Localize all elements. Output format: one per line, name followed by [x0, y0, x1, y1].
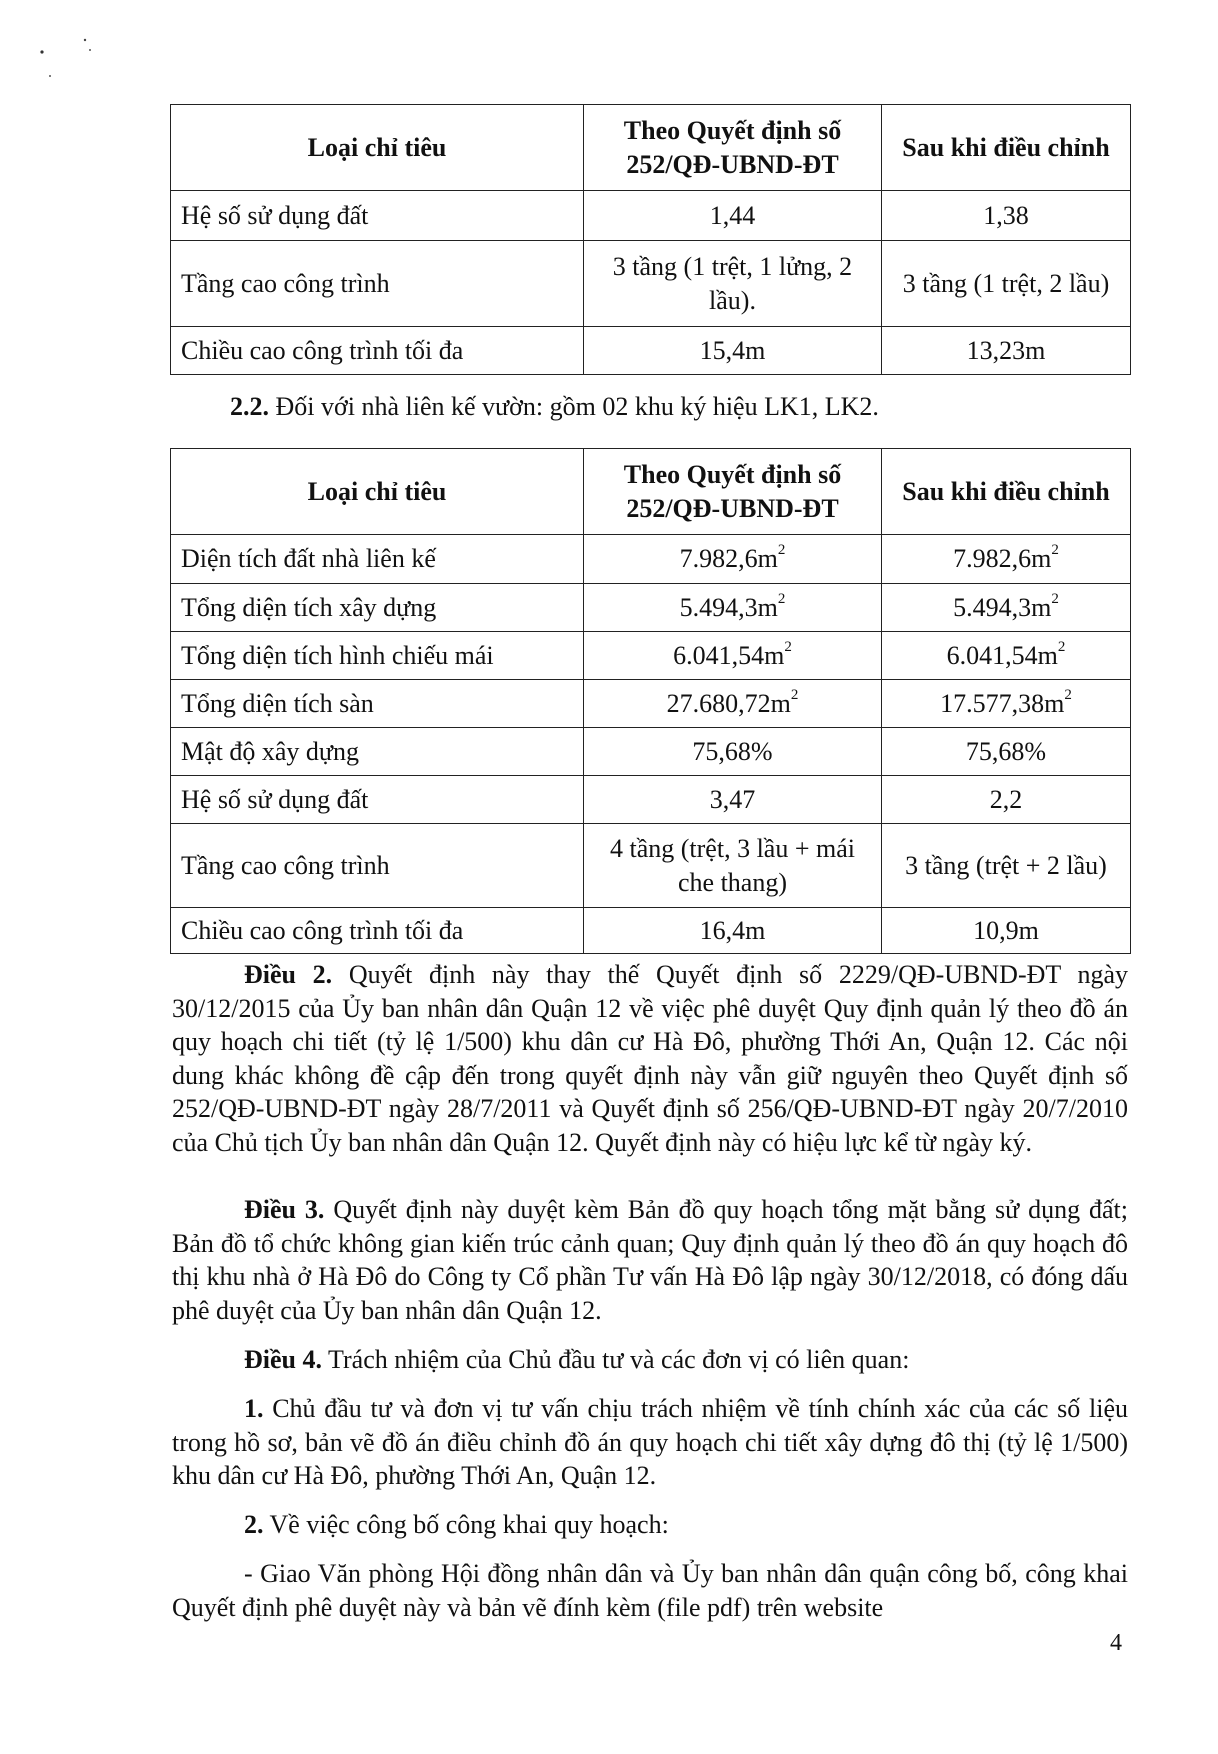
section-text: Đối với nhà liên kế vườn: gồm 02 khu ký hiệu LK1, LK2.: [269, 392, 879, 421]
table-indicators-2: [170, 448, 1131, 954]
row-before: $6.041,54m^2$: [584, 632, 882, 680]
row-before: 4 tầng (trệt, 3 lầu + mái che thang): [584, 824, 882, 908]
row-before: 15,4m: [584, 327, 882, 375]
row-label: Hệ số sử dụng đất: [171, 776, 584, 824]
row-before: 1,44: [584, 191, 882, 241]
item-1-paragraph: [172, 1392, 1128, 1493]
row-before: $27.680,72m^2$: [584, 680, 882, 728]
table-row: [171, 728, 1131, 776]
item-2-paragraph: [172, 1508, 1128, 1542]
table-row: [171, 191, 1131, 241]
dieu-4-text: Trách nhiệm của Chủ đầu tư và các đơn vị có liên quan:: [322, 1345, 910, 1374]
header-sau-dieu-chinh: Sau khi điều chỉnh: [882, 449, 1131, 535]
page-number: 4: [1110, 1630, 1122, 1656]
row-after: 2,2: [882, 776, 1131, 824]
scan-specks: [30, 28, 100, 88]
row-after: $5.494,3m^2$: [882, 584, 1131, 632]
row-label: Chiều cao công trình tối đa: [171, 908, 584, 954]
row-label: Tổng diện tích hình chiếu mái: [171, 632, 584, 680]
dieu-2-heading: Điều 2.: [244, 960, 333, 989]
row-after: 13,23m: [882, 327, 1131, 375]
table-header-row: [171, 105, 1131, 191]
table-row: [171, 680, 1131, 728]
header-theo-quyet-dinh: Theo Quyết định số 252/QĐ-UBND-ĐT: [584, 449, 882, 535]
item-2-text: Về việc công bố công khai quy hoạch:: [263, 1510, 669, 1539]
dieu-3-paragraph: [172, 1193, 1128, 1327]
dieu-3-heading: Điều 3.: [244, 1195, 325, 1224]
item-1-number: 1.: [244, 1394, 264, 1423]
dieu-4-paragraph: [172, 1343, 1128, 1377]
row-label: Diện tích đất nhà liên kế: [171, 535, 584, 584]
table-row: [171, 584, 1131, 632]
row-after: $6.041,54m^2$: [882, 632, 1131, 680]
header-theo-quyet-dinh: Theo Quyết định số 252/QĐ-UBND-ĐT: [584, 105, 882, 191]
header-loai-chi-tieu: Loại chỉ tiêu: [171, 449, 584, 535]
row-label: Mật độ xây dựng: [171, 728, 584, 776]
row-label: Tầng cao công trình: [171, 241, 584, 327]
row-label: Hệ số sử dụng đất: [171, 191, 584, 241]
table-row: [171, 535, 1131, 584]
row-before: $7.982,6m^2$: [584, 535, 882, 584]
dieu-2-paragraph: [172, 958, 1128, 1159]
section-2-2: [230, 392, 879, 422]
header-sau-dieu-chinh: Sau khi điều chỉnh: [882, 105, 1131, 191]
row-before: 75,68%: [584, 728, 882, 776]
row-label: Tổng diện tích xây dựng: [171, 584, 584, 632]
row-after: 3 tầng (1 trệt, 2 lầu): [882, 241, 1131, 327]
row-after: $7.982,6m^2$: [882, 535, 1131, 584]
row-label: Tổng diện tích sàn: [171, 680, 584, 728]
row-after: 75,68%: [882, 728, 1131, 776]
table-row: [171, 824, 1131, 908]
bullet-text: - Giao Văn phòng Hội đồng nhân dân và Ủy ban nhân dân quận công bố, công khai Quyết định phê duyệt này và bản vẽ đính kèm (file pdf) trên website: [172, 1559, 1128, 1622]
table-row: [171, 776, 1131, 824]
row-after: 1,38: [882, 191, 1131, 241]
dieu-2-text: Quyết định này thay thế Quyết định số 2229/QĐ-UBND-ĐT ngày 30/12/2015 của Ủy ban nhân dân Quận 12 về việc phê duyệt Quy định quản lý theo đồ án quy hoạch chi tiết (tỷ lệ 1/500) khu dân cư Hà Đô, phường Thới An, Quận 12. Các nội dung khác không đề cập đến trong quyết định này vẫn giữ nguyên theo Quyết định số 252/QĐ-UBND-ĐT ngày 28/7/2011 và Quyết định số 256/QĐ-UBND-ĐT ngày 20/7/2010 của Chủ tịch Ủy ban nhân dân Quận 12. Quyết định này có hiệu lực kể từ ngày ký.: [172, 960, 1128, 1157]
table-row: [171, 632, 1131, 680]
row-label: Chiều cao công trình tối đa: [171, 327, 584, 375]
row-before: 16,4m: [584, 908, 882, 954]
row-after: 3 tầng (trệt + 2 lầu): [882, 824, 1131, 908]
row-label: Tầng cao công trình: [171, 824, 584, 908]
row-after: 10,9m: [882, 908, 1131, 954]
dieu-3-text: Quyết định này duyệt kèm Bản đồ quy hoạch tổng mặt bằng sử dụng đất; Bản đồ tổ chức không gian kiến trúc cảnh quan; Quy định quản lý theo đồ án quy hoạch đô thị khu nhà ở Hà Đô do Công ty Cổ phần Tư vấn Hà Đô lập ngày 30/12/2018, có đóng dấu phê duyệt của Ủy ban nhân dân Quận 12.: [172, 1195, 1128, 1325]
dieu-4-heading: Điều 4.: [244, 1345, 322, 1374]
row-after: $17.577,38m^2$: [882, 680, 1131, 728]
table-row: [171, 241, 1131, 327]
table-row: [171, 327, 1131, 375]
row-before: $5.494,3m^2$: [584, 584, 882, 632]
section-number: 2.2.: [230, 392, 269, 421]
row-before: 3 tầng (1 trệt, 1 lửng, 2 lầu).: [584, 241, 882, 327]
table-row: [171, 908, 1131, 954]
header-loai-chi-tieu: Loại chỉ tiêu: [171, 105, 584, 191]
table-indicators-1: [170, 104, 1131, 375]
bullet-paragraph: [172, 1557, 1128, 1624]
item-1-text: Chủ đầu tư và đơn vị tư vấn chịu trách nhiệm về tính chính xác của các số liệu trong hồ sơ, bản vẽ đồ án điều chỉnh đồ án quy hoạch chi tiết xây dựng đô thị (tỷ lệ 1/500) khu dân cư Hà Đô, phường Thới An, Quận 12.: [172, 1394, 1128, 1490]
row-before: 3,47: [584, 776, 882, 824]
table-header-row: [171, 449, 1131, 535]
item-2-number: 2.: [244, 1510, 264, 1539]
